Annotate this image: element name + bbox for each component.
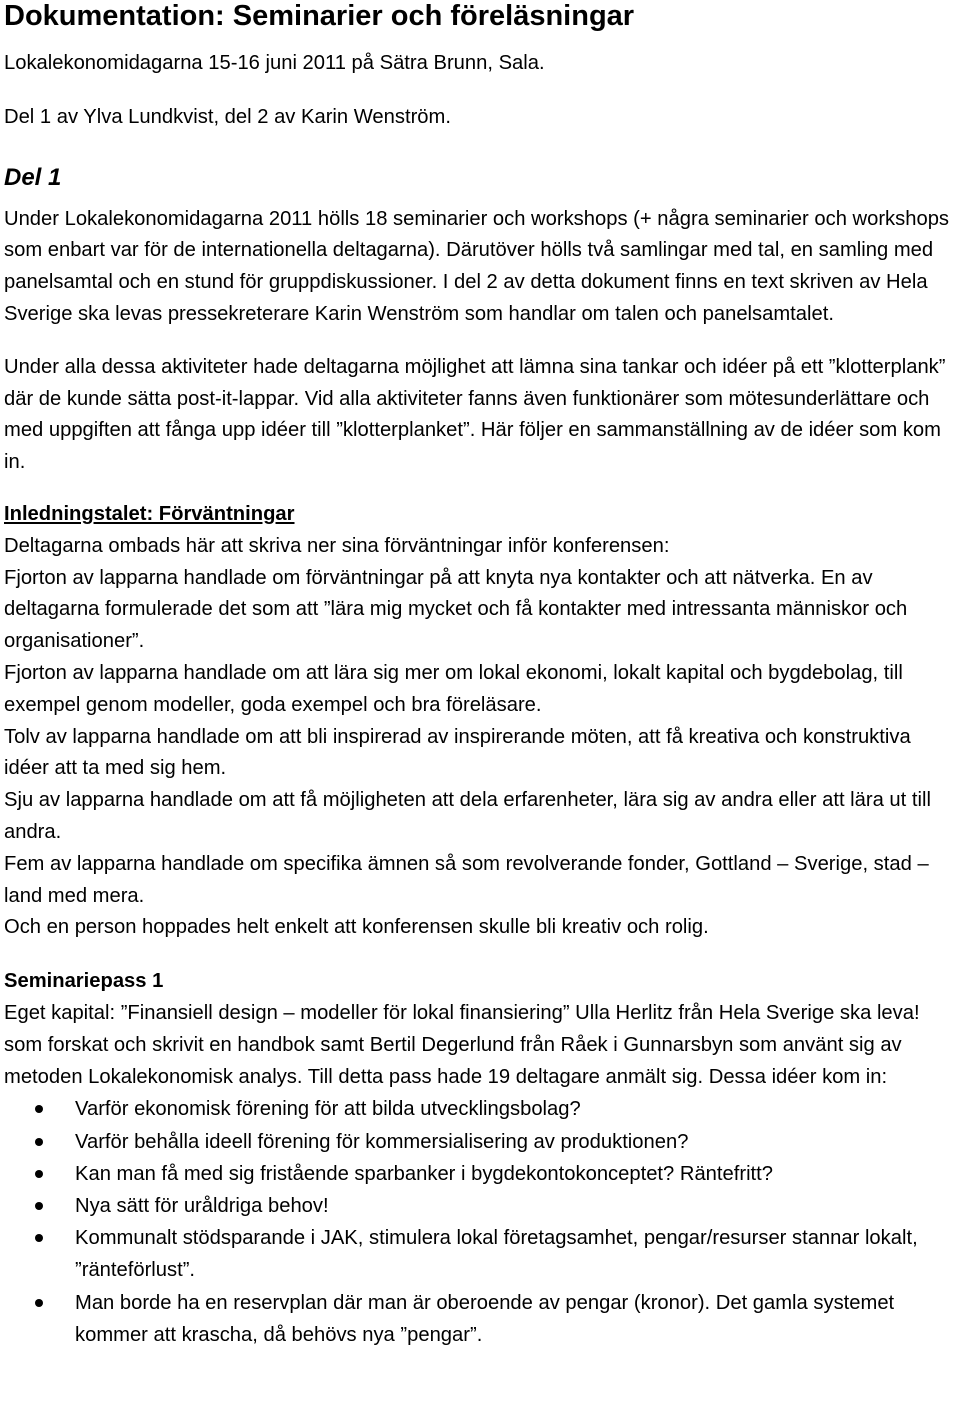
section-1-line: Tolv av lapparna handlade om att bli inspirerad av inspirerande möten, att få kreativa och konstruktiva idéer att ta med sig hem.	[4, 725, 911, 780]
list-item-text: Kommunalt stödsparande i JAK, stimulera lokal företagsamhet, pengar/resurser stannar lokalt, ”ränteförlust”.	[75, 1227, 918, 1282]
bullet-icon	[35, 1202, 43, 1210]
section-1-line: Deltagarna ombads här att skriva ner sina förväntningar inför konferensen:	[4, 534, 670, 557]
section-heading-seminariepass-1: Seminariepass 1	[4, 970, 164, 993]
section-2-paragraph: Eget kapital: ”Finansiell design – modeller för lokal finansiering” Ulla Herlitz från Hela Sverige ska leva! som forskat och skrivit en handbok samt Bertil Degerlund från Råek i Gunnarsbyn som använt sig av metoden Lokalekonomisk analys. Till detta pass hade 19 deltagare anmält sig. Dessa idéer kom in:	[4, 1001, 920, 1088]
bullet-icon	[35, 1138, 43, 1146]
bullet-icon	[35, 1234, 43, 1242]
document-page	[4, 0, 958, 1351]
list-item	[4, 1190, 958, 1222]
del1-heading: Del 1	[4, 163, 62, 191]
page-title: Dokumentation: Seminarier och föreläsningar	[4, 0, 635, 32]
section-1-line: Fem av lapparna handlade om specifika ämnen så som revolverande fonder, Gottland – Sverige, stad – land med mera.	[4, 852, 929, 907]
section-1-line: Fjorton av lapparna handlade om förväntningar på att knyta nya kontakter och att nätverka. En av deltagarna formulerade det som att ”lära mig mycket och få kontakter med intressanta människor och organisationer”.	[4, 566, 908, 653]
bullet-icon	[35, 1105, 43, 1113]
list-item	[4, 1287, 958, 1351]
intro-authors-line: Del 1 av Ylva Lundkvist, del 2 av Karin Wenström.	[4, 105, 451, 128]
list-item	[4, 1093, 958, 1125]
bullet-icon	[35, 1299, 43, 1307]
section-1-line: Fjorton av lapparna handlade om att lära sig mer om lokal ekonomi, lokalt kapital och bygdebolag, till exempel genom modeller, goda exempel och bra föreläsare.	[4, 661, 903, 716]
bullet-icon	[35, 1170, 43, 1178]
section-1-line: Sju av lapparna handlade om att få möjligheten att dela erfarenheter, lära sig av andra eller att lära ut till andra.	[4, 789, 931, 843]
del1-paragraph-2: Under alla dessa aktiviteter hade deltagarna möjlighet att lämna sina tankar och idéer på ett ”klotterplank” där de kunde sätta post-it-lappar. Vid alla aktiviteter fanns även funktionärer som mötesunderlättare och med uppgiften att fånga upp idéer till ”klotterplanket”. Här följer en sammanställning av de idéer som kom in.	[4, 355, 946, 474]
ideas-bullet-list	[4, 1093, 958, 1351]
list-item-text: Nya sätt för uråldriga behov!	[75, 1194, 329, 1217]
list-item	[4, 1222, 958, 1286]
section-1-line: Och en person hoppades helt enkelt att konferensen skulle bli kreativ och rolig.	[4, 916, 709, 939]
list-item-text: Varför ekonomisk förening för att bilda utvecklingsbolag?	[75, 1098, 581, 1121]
list-item	[4, 1158, 958, 1190]
list-item-text: Kan man få med sig fristående sparbanker i bygdekontokonceptet? Räntefritt?	[75, 1162, 774, 1185]
list-item	[4, 1126, 958, 1158]
list-item-text: Varför behålla ideell förening för kommersialisering av produktionen?	[75, 1130, 689, 1153]
del1-paragraph-1: Under Lokalekonomidagarna 2011 hölls 18 seminarier och workshops (+ några seminarier och workshops som enbart var för de internationella deltagarna). Därutöver hölls två samlingar med tal, en samling med panelsamtal och en stund för gruppdiskussioner. I del 2 av detta dokument finns en text skriven av Hela Sverige ska levas pressekreterare Karin Wenström som handlar om talen och panelsamtalet.	[4, 207, 950, 325]
section-heading-inledningstalet: Inledningstalet: Förväntningar	[4, 502, 295, 525]
list-item-text: Man borde ha en reservplan där man är oberoende av pengar (kronor). Det gamla systemet kommer att krascha, då behövs nya ”pengar”.	[75, 1291, 895, 1346]
intro-event-line: Lokalekonomidagarna 15-16 juni 2011 på Sätra Brunn, Sala.	[4, 52, 545, 74]
